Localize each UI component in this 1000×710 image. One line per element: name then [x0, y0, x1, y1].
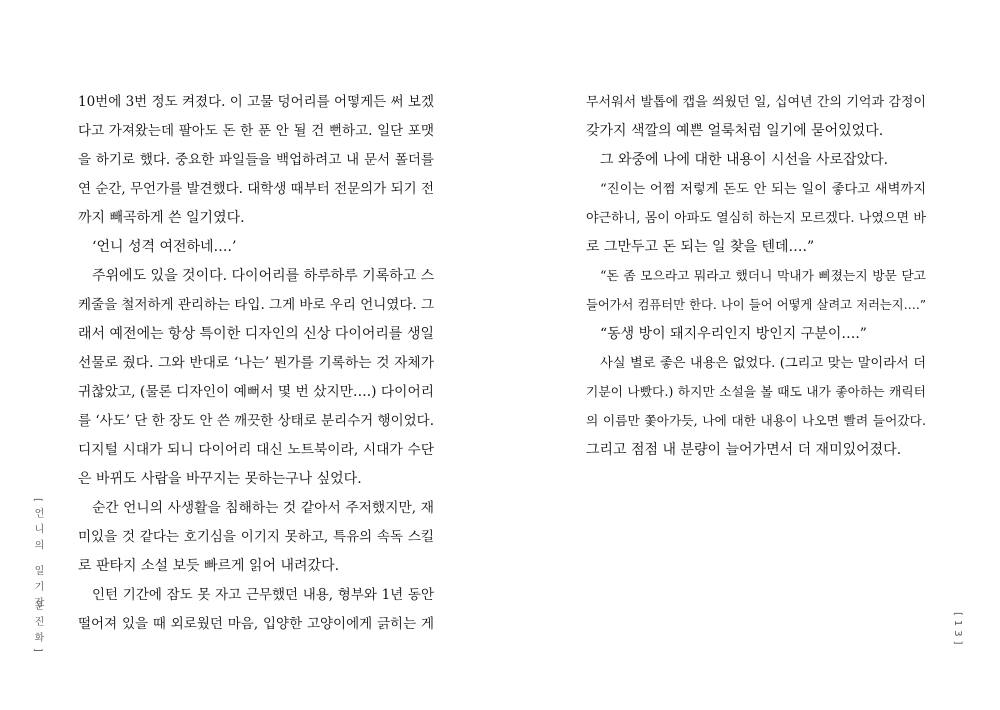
text-line: 로 판타지 소설 보듯 빠르게 읽어 내려갔다. — [78, 558, 340, 574]
text-line: 기분이 나빴다.) 하지만 소설을 볼 때도 내가 좋아하는 캐릭터 — [586, 385, 926, 400]
text-line: 를 ‘사도’ 단 한 장도 안 쓴 깨끗한 상태로 분리수거 행이었다. — [78, 413, 434, 429]
text-line: 10번에 3번 정도 켜졌다. 이 고물 덩어리를 어떻게든 써 보겠 — [78, 94, 434, 110]
text-line: 주위에도 있을 것이다. 다이어리를 하루하루 기록하고 스 — [92, 268, 434, 284]
text-line: 순간 언니의 사생활을 침해하는 것 같아서 주저했지만, 재 — [92, 500, 434, 516]
text-line: 로 그만두고 돈 되는 일 찾을 텐데….” — [586, 239, 815, 255]
text-line: 야근하니, 몸이 아파도 열심히 하는지 모르겠다. 나였으면 바 — [586, 211, 926, 226]
text-line: “동생 방이 돼지우리인지 방인지 구분이….” — [600, 326, 867, 342]
text-line: ‘언니 성격 여전하네….’ — [92, 239, 237, 255]
text-line: 무서워서 발톱에 캡을 씌웠던 일, 십여년 간의 기억과 감정이 — [586, 95, 926, 110]
text-line: 을 하기로 했다. 중요한 파일들을 백업하려고 내 문서 폴더를 — [78, 152, 434, 168]
text-line: 미있을 것 같다는 호기심을 이기지 못하고, 특유의 속독 스킬 — [78, 529, 434, 545]
text-line: 그리고 점점 내 분량이 늘어가면서 더 재미있어졌다. — [586, 442, 902, 458]
text-line: 귀찮았고, (물론 디자인이 예뻐서 몇 번 샀지만….) 다이어리 — [78, 384, 434, 400]
page-number: [13] — [952, 612, 963, 649]
right-page-body — [586, 88, 926, 465]
text-line: 그 와중에 나에 대한 내용이 시선을 사로잡았다. — [600, 152, 889, 168]
text-line: 다고 가져왔는데 팔아도 돈 한 푼 안 될 건 뻔하고. 일단 포맷 — [78, 123, 434, 139]
text-line: 사실 별로 좋은 내용은 없었다. (그리고 맞는 말이라서 더 — [600, 356, 926, 371]
text-line: 인턴 기간에 잠도 못 자고 근무했던 내용, 형부와 1년 동안 — [92, 587, 434, 603]
text-line: 까지 빼곡하게 쓴 일기였다. — [78, 210, 245, 226]
text-line: “돈 좀 모으라고 뭐라고 했더니 막내가 삐졌는지 방문 닫고 — [600, 269, 926, 284]
text-line: 은 바뀌도 사람을 바꾸지는 못하는구나 싶었다. — [78, 471, 362, 487]
left-page-body — [78, 88, 434, 639]
text-line: 의 이름만 쫓아가듯, 나에 대한 내용이 나오면 빨려 들어갔다. — [586, 414, 926, 429]
text-line: 선물로 줬다. 그와 반대로 ‘나는’ 뭔가를 기록하는 것 자체가 — [78, 355, 434, 371]
text-line: 갖가지 색깔의 예쁜 얼룩처럼 일기에 묻어있었다. — [586, 123, 884, 139]
running-head-author: 문진화] — [32, 600, 43, 658]
text-line: 들어가서 컴퓨터만 한다. 나이 들어 어떻게 살려고 저러는지….” — [586, 298, 926, 312]
right-page — [500, 0, 1000, 710]
text-line: 래서 예전에는 항상 특이한 디자인의 신상 다이어리를 생일 — [78, 326, 434, 342]
text-line: 떨어져 있을 때 외로웠던 마음, 입양한 고양이에게 긁히는 게 — [78, 616, 434, 632]
text-line: “진이는 어쩜 저렇게 돈도 안 되는 일이 좋다고 새벽까지 — [600, 182, 926, 197]
text-line: 연 순간, 무언가를 발견했다. 대학생 때부터 전문의가 되기 전 — [78, 181, 434, 197]
running-head-title: [언니의 일기장 — [32, 498, 43, 614]
text-line: 디지털 시대가 되니 다이어리 대신 노트북이라, 시대가 수단 — [78, 442, 434, 458]
text-line: 케줄을 철저하게 관리하는 타입. 그게 바로 우리 언니였다. 그 — [78, 297, 434, 313]
